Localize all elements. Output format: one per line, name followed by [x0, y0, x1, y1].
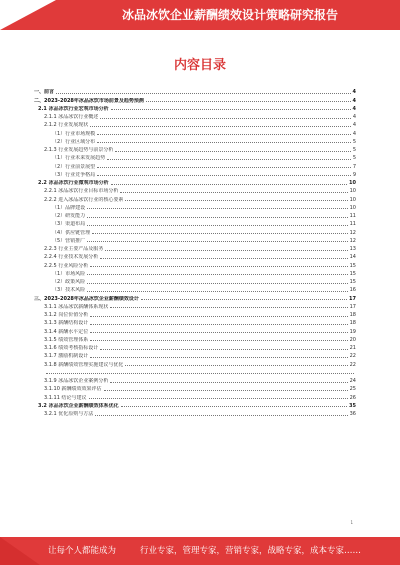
- toc-entry-title: 2.2 冰品冰饮行业微观市场分析: [38, 180, 109, 186]
- toc-leader-dots: [100, 117, 351, 119]
- toc-entry-title: （2）研发能力: [52, 213, 86, 219]
- toc-entry-title: 3.1.8 薪酬绩效管理实施建议与优化: [44, 361, 124, 368]
- toc-entry-page: 5: [352, 155, 356, 162]
- toc-entry[interactable]: [34, 194, 356, 202]
- toc-entry-page: 5: [352, 138, 356, 145]
- toc-entry[interactable]: [34, 227, 356, 235]
- report-header-bar: [0, 0, 400, 30]
- toc-entry-page: 10: [349, 204, 356, 211]
- toc-entry-page: 25: [349, 386, 356, 393]
- toc-entry-title: 3.1.11 结论与建议: [44, 394, 87, 401]
- toc-leader-dots: [146, 100, 351, 102]
- toc-entry-page: 4: [352, 130, 356, 137]
- toc-entry-page: 4: [352, 114, 356, 120]
- toc-entry[interactable]: [34, 112, 356, 120]
- toc-leader-dots: [87, 273, 347, 275]
- toc-entry[interactable]: [34, 145, 356, 153]
- toc-entry-page: 15: [349, 270, 356, 277]
- toc-entry[interactable]: [34, 244, 356, 252]
- toc-leader-dots: [121, 405, 347, 407]
- toc-entry-title: 3.1.1 冰品冰饮薪酬体系现状: [44, 303, 109, 310]
- toc-entry-title: 二、2023-2028年冰品冰饮市场前景及趋势预测: [34, 97, 144, 104]
- toc-leader-dots: [90, 265, 347, 267]
- report-title: 冰品冰饮企业薪酬绩效设计策略研究报告: [121, 8, 338, 22]
- toc-entry-title: 2.2.4 行业技术发展分析: [44, 254, 99, 261]
- footer-corner-shape: [0, 537, 40, 565]
- toc-entry[interactable]: [34, 376, 356, 384]
- report-footer-bar: [0, 537, 400, 565]
- toc-entry-page: 12: [349, 229, 356, 236]
- toc-entry-title: （4）供应链管理: [52, 229, 91, 236]
- toc-entry-page: 24: [349, 378, 356, 384]
- footer-tagline: 行业专家，管理专家，营销专家，战略专家，成本专家……: [140, 546, 362, 556]
- toc-entry-page: 10: [349, 180, 356, 186]
- toc-entry-title: （3）技术风险: [52, 287, 86, 294]
- toc-entry[interactable]: [34, 153, 356, 161]
- toc-leader-dots: [46, 372, 354, 374]
- toc-entry[interactable]: [34, 409, 356, 417]
- toc-entry-title: 3.1.4 薪酬水平定位: [44, 328, 89, 335]
- toc-leader-dots: [110, 306, 347, 308]
- toc-entry[interactable]: [34, 326, 356, 334]
- toc-entry-title: 3.2 冰品冰饮企业薪酬绩效体系优化: [38, 402, 119, 409]
- toc-entry[interactable]: [34, 351, 356, 359]
- toc-entry[interactable]: [34, 95, 356, 103]
- toc-entry-title: 3.1.2 岗位价值分析: [44, 312, 89, 318]
- toc-leader-dots: [87, 216, 347, 218]
- table-of-contents: [34, 87, 356, 417]
- toc-entry-title: 2.1.2 行业发展现状: [44, 122, 89, 129]
- toc-entry-page: 11: [349, 221, 356, 228]
- toc-leader-dots: [87, 224, 347, 226]
- toc-entry-page: 10: [349, 196, 356, 203]
- toc-entry-title: 3.1.9 冰品冰饮企业案例分析: [44, 378, 109, 384]
- toc-entry[interactable]: [34, 384, 356, 392]
- toc-leader-dots: [97, 141, 351, 143]
- toc-leader-dots: [141, 298, 347, 300]
- toc-entry-title: 3.1.3 薪酬结构设计: [44, 320, 89, 327]
- toc-entry-page: 36: [349, 411, 356, 417]
- toc-entry[interactable]: [34, 120, 356, 128]
- toc-entry-title: （1）市场风险: [52, 270, 86, 277]
- toc-entry[interactable]: [34, 252, 356, 260]
- toc-entry-page: 11: [349, 213, 356, 219]
- toc-entry-page: 4: [352, 89, 356, 96]
- toc-entry-title: （2）行业区域分布: [52, 138, 96, 145]
- footer-slogan: 让每个人都能成为: [48, 546, 117, 556]
- toc-entry[interactable]: [34, 219, 356, 227]
- toc-leader-dots: [87, 207, 347, 209]
- toc-leader-dots: [87, 282, 347, 284]
- toc-leader-dots: [90, 125, 351, 127]
- toc-entry[interactable]: [34, 335, 356, 343]
- toc-entry-title: 2.2.3 行业主要产品及服务: [44, 246, 104, 252]
- toc-entry[interactable]: [34, 178, 356, 186]
- toc-leader-dots: [92, 232, 347, 234]
- toc-entry[interactable]: [34, 343, 356, 351]
- toc-entry[interactable]: [34, 392, 356, 400]
- toc-leader-dots: [97, 166, 351, 168]
- toc-leader-dots: [107, 158, 351, 160]
- toc-entry-title: 2.1 冰品冰饮行业宏观市场分析: [38, 105, 109, 112]
- toc-entry[interactable]: [34, 293, 356, 301]
- toc-entry-title: 2.2.5 行业风险分析: [44, 262, 89, 269]
- toc-entry-page: 7: [352, 163, 356, 170]
- toc-entry-page: 21: [349, 345, 356, 351]
- toc-entry-title: 2.1.1 冰品冰饮行业概述: [44, 114, 99, 120]
- toc-entry-title: 2.2.1 冰品冰饮行业目标市场分析: [44, 188, 119, 195]
- toc-entry-page: 22: [349, 361, 356, 368]
- toc-leader-dots: [87, 240, 347, 242]
- toc-entry-page: 19: [349, 328, 356, 335]
- toc-entry[interactable]: [34, 87, 356, 95]
- toc-entry-page: 15: [349, 262, 356, 269]
- toc-leader-dots: [115, 150, 350, 152]
- toc-entry-title: （2）政策风险: [52, 279, 86, 285]
- toc-entry-page: 16: [349, 287, 356, 294]
- toc-entry[interactable]: [34, 318, 356, 326]
- toc-entry-page: 13: [349, 246, 356, 252]
- toc-entry[interactable]: [34, 285, 356, 293]
- toc-entry[interactable]: [34, 211, 356, 219]
- toc-leader-dots: [120, 191, 347, 193]
- toc-entry-title: （3）行业竞争格局: [52, 171, 96, 178]
- toc-leader-dots: [89, 397, 348, 399]
- toc-leader-dots: [100, 348, 347, 350]
- toc-heading: 内容目录: [173, 58, 226, 73]
- toc-entry-title: 3.1.6 绩效考核指标设计: [44, 345, 99, 351]
- toc-entry-title: 一、前言: [34, 89, 55, 96]
- toc-leader-dots: [95, 414, 347, 416]
- toc-entry-title: 3.1.5 绩效管理体系: [44, 336, 89, 343]
- toc-entry-title: 3.1.7 激励机制设计: [44, 353, 89, 360]
- toc-entry-title: 2.1.3 行业发展趋势与前景分析: [44, 147, 114, 153]
- toc-leader-dots: [110, 381, 347, 383]
- toc-entry[interactable]: [34, 359, 356, 367]
- toc-entry-page: 4: [352, 97, 356, 104]
- toc-entry[interactable]: [34, 310, 356, 318]
- toc-leader-dots: [125, 199, 347, 201]
- page-number: 1: [350, 520, 353, 525]
- toc-entry[interactable]: [34, 170, 356, 178]
- toc-entry-page: 15: [349, 279, 356, 285]
- toc-entry-title: （5）营销推广: [52, 237, 86, 244]
- toc-leader-dots: [111, 108, 351, 110]
- toc-entry-page: 35: [349, 402, 356, 409]
- toc-entry-page: 12: [349, 237, 356, 244]
- toc-entry-title: 3.1.10 薪酬绩效效果评估: [44, 386, 102, 393]
- toc-entry-page: 5: [352, 147, 356, 153]
- toc-leader-dots: [125, 364, 347, 366]
- toc-entry[interactable]: [34, 137, 356, 145]
- toc-leader-dots: [104, 389, 348, 391]
- header-corner-shape: [0, 0, 56, 30]
- toc-entry[interactable]: [34, 269, 356, 277]
- toc-entry[interactable]: [34, 401, 356, 409]
- toc-entry[interactable]: [34, 186, 356, 194]
- toc-entry[interactable]: [34, 302, 356, 310]
- toc-entry-page: 26: [349, 394, 356, 401]
- toc-leader-dots: [90, 339, 347, 341]
- toc-entry-page: 4: [352, 105, 356, 112]
- toc-entry-title: 3.2.1 优化原则与方法: [44, 411, 94, 417]
- toc-leader-dots: [105, 249, 347, 251]
- toc-entry-title: 三、2023-2028年冰品冰饮企业薪酬绩效设计: [34, 295, 139, 302]
- toc-entry-page: 20: [349, 336, 356, 343]
- toc-entry-page: 18: [349, 320, 356, 327]
- toc-leader-dots: [87, 290, 347, 292]
- toc-entry-page: 17: [349, 295, 356, 302]
- toc-leader-dots: [90, 323, 347, 325]
- toc-leader-dots: [56, 92, 351, 94]
- toc-leader-dots: [111, 183, 347, 185]
- toc-entry-page: 18: [349, 312, 356, 318]
- toc-entry[interactable]: [34, 161, 356, 169]
- toc-entry-page: 17: [349, 303, 356, 310]
- toc-entry-title: （1）品牌建设: [52, 204, 86, 211]
- toc-entry-title: （1）行业未来发展趋势: [52, 155, 106, 162]
- toc-leader-dots: [97, 174, 351, 176]
- toc-entry[interactable]: [34, 277, 356, 285]
- toc-entry-page: 4: [352, 122, 356, 129]
- toc-leader-dots: [100, 257, 347, 259]
- toc-entry[interactable]: [34, 236, 356, 244]
- toc-leader-dots: [90, 331, 347, 333]
- toc-entry[interactable]: [34, 128, 356, 136]
- toc-entry[interactable]: [34, 260, 356, 268]
- toc-entry-title: （1）行业市场规模: [52, 130, 96, 137]
- toc-entry-page: 9: [352, 171, 356, 178]
- toc-entry-page: 22: [349, 353, 356, 360]
- toc-entry-title: 2.2.2 进入冰品冰饮行业的核心要素: [44, 196, 124, 203]
- toc-leader-dots: [90, 315, 347, 317]
- toc-entry-page: 14: [349, 254, 356, 261]
- toc-leader-dots: [97, 133, 351, 135]
- toc-leader-dots: [90, 356, 347, 358]
- toc-entry-title: （3）渠道布局: [52, 221, 86, 228]
- toc-entry-title: （2）行业前景展望: [52, 163, 96, 170]
- toc-entry[interactable]: [34, 104, 356, 112]
- toc-entry[interactable]: [34, 368, 356, 376]
- toc-entry[interactable]: [34, 203, 356, 211]
- toc-entry-page: 10: [349, 188, 356, 195]
